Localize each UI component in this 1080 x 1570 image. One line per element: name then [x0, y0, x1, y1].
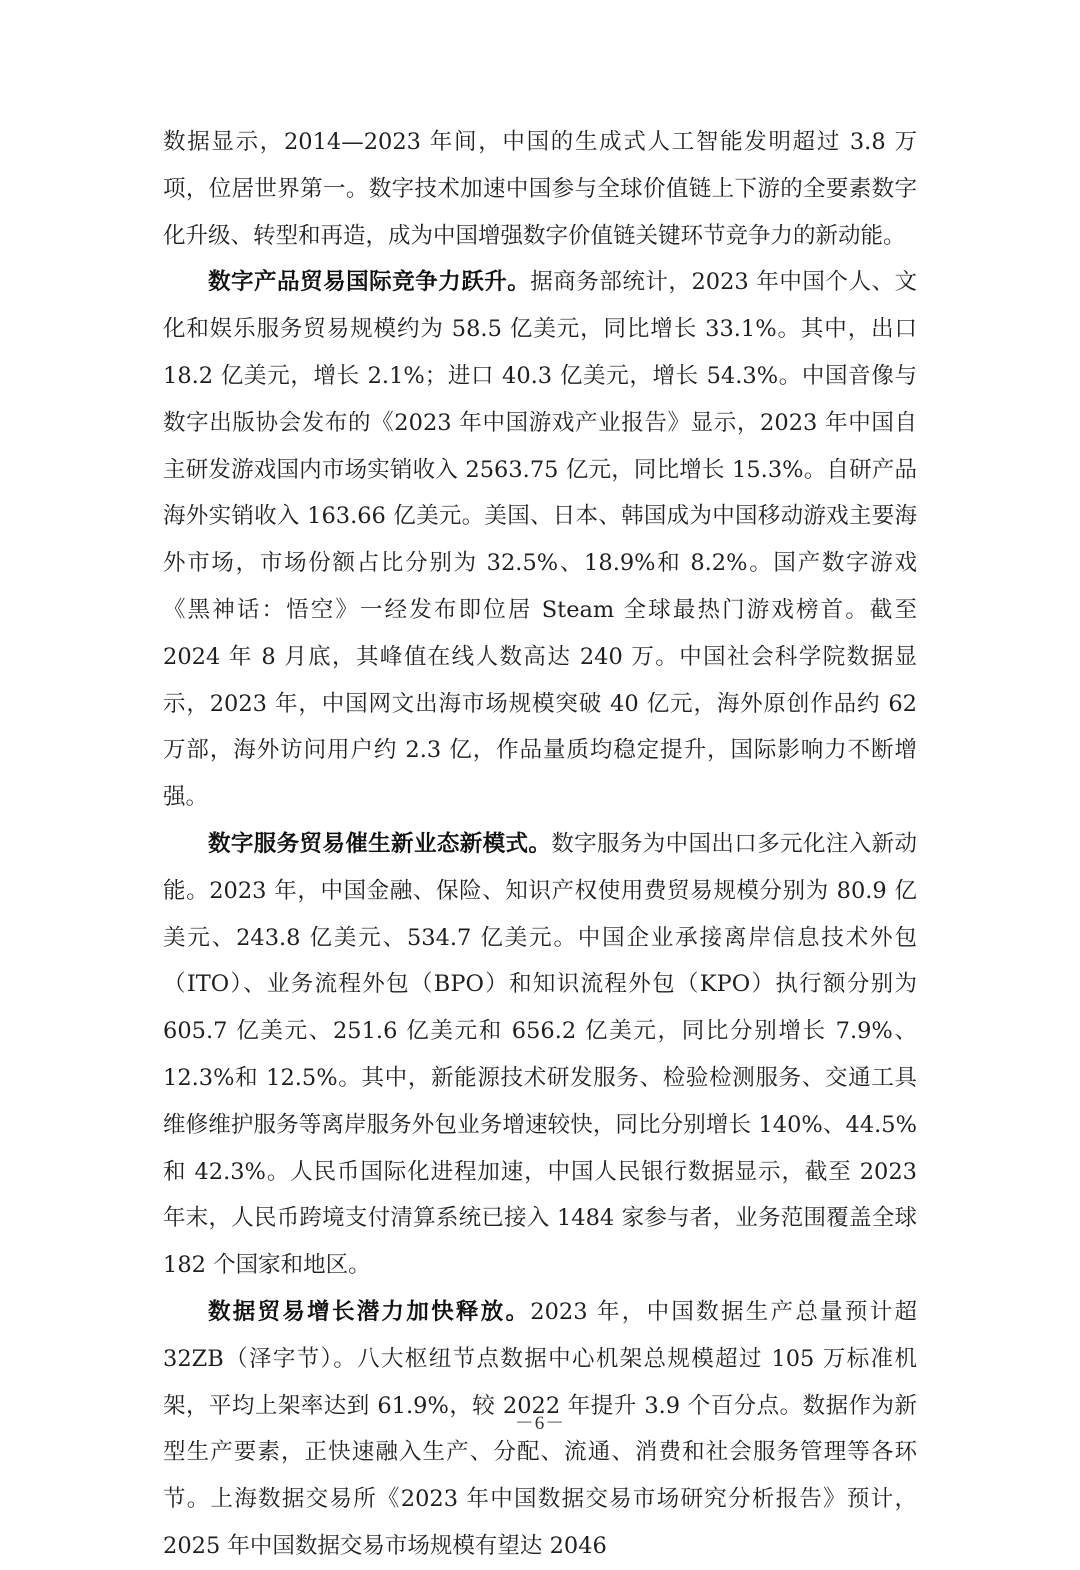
- paragraph-intro-text: 数据显示，2014—2023 年间，中国的生成式人工智能发明超过 3.8 万项，位居世界第一。数字技术加速中国参与全球价值链上下游的全要素数字化升级、转型和再造，成为中国增强数字价值链关键环节竞争力的新动能。: [163, 129, 917, 249]
- page-number: －6－: [514, 1413, 566, 1434]
- paragraph-digital-services-heading: 数字服务贸易催生新业态新模式。: [208, 830, 552, 857]
- paragraph-digital-products-text: 据商务部统计，2023 年中国个人、文化和娱乐服务贸易规模约为 58.5 亿美元，同比增长 33.1%。其中，出口 18.2 亿美元，增长 2.1%；进口 40.3 亿美元，增长 54.3%。中国音像与数字出版协会发布的《2023 年中国游戏产业报告》显示，2023 年中国自主研发游戏国内市场实销收入 2563.75 亿元，同比增长 15.3%。自研产品海外实销收入 163.66 亿美元。美国、日本、韩国成为中国移动游戏主要海外市场，市场份额占比分别为 32.5%、18.9%和 8.2%。国产数字游戏《黑神话：悟空》一经发布即位居 Steam 全球最热门游戏榜首。截至 2024 年 8 月底，其峰值在线人数高达 240 万。中国社会科学院数据显示，2023 年，中国网文出海市场规模突破 40 亿元，海外原创作品约 62 万部，海外访问用户约 2.3 亿，作品量质均稳定提升，国际影响力不断增强。: [163, 269, 917, 811]
- paragraph-intro: [163, 119, 917, 259]
- paragraph-digital-products-heading: 数字产品贸易国际竞争力跃升。: [208, 269, 531, 296]
- paragraph-digital-services: [163, 821, 917, 1289]
- paragraph-digital-services-text: 数字服务为中国出口多元化注入新动能。2023 年，中国金融、保险、知识产权使用费贸易规模分别为 80.9 亿美元、243.8 亿美元、534.7 亿美元。中国企业承接离岸信息技术外包（ITO）、业务流程外包（BPO）和知识流程外包（KPO）执行额分别为 605.7 亿美元、251.6 亿美元和 656.2 亿美元，同比分别增长 7.9%、12.3%和 12.5%。其中，新能源技术研发服务、检验检测服务、交通工具维修维护服务等离岸服务外包业务增速较快，同比分别增长 140%、44.5%和 42.3%。人民币国际化进程加速，中国人民银行数据显示，截至 2023 年末，人民币跨境支付清算系统已接入 1484 家参与者，业务范围覆盖全球 182 个国家和地区。: [163, 830, 917, 1279]
- paragraph-data-trade-text: 2023 年，中国数据生产总量预计超 32ZB（泽字节）。八大枢纽节点数据中心机架总规模超过 105 万标准机架，平均上架率达到 61.9%，较 2022 年提升 3.9 个百分点。数据作为新型生产要素，正快速融入生产、分配、流通、消费和社会服务管理等各环节。上海数据交易所《2023 年中国数据交易市场研究分析报告》预计，2025 年中国数据交易市场规模有望达 2046: [163, 1298, 917, 1559]
- document-body: [163, 119, 917, 1570]
- paragraph-data-trade-heading: 数据贸易增长潜力加快释放。: [208, 1298, 531, 1325]
- paragraph-digital-products: [163, 259, 917, 821]
